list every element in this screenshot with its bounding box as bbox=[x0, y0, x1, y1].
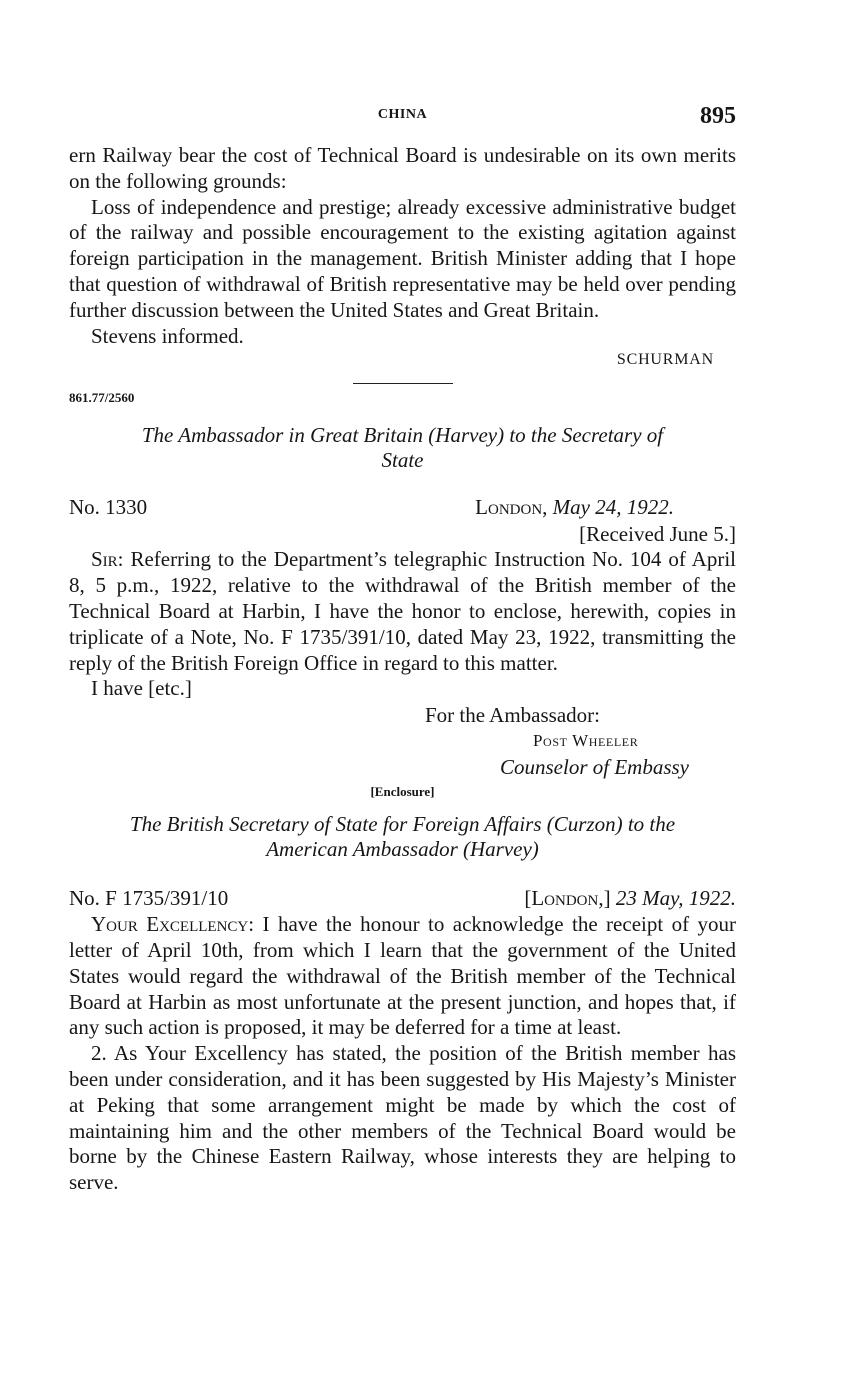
salutation: Sir: bbox=[91, 547, 124, 572]
grounds-paragraph: Loss of independence and prestige; already excessive administrative budget of the railway and possible encouragement to the existing agitation against foreign participation in the management. British Minister adding that I hope that question of withdrawal of British representative may be held over pending further discussion between the United States and Great Britain. bbox=[69, 194, 736, 322]
place-and-date bbox=[475, 495, 674, 520]
place: London, bbox=[475, 495, 548, 520]
enclosure-title bbox=[69, 812, 736, 862]
enclosure-place: [London,] bbox=[524, 886, 611, 911]
enclosure-number: No. F 1735/391/10 bbox=[69, 886, 229, 911]
enclosure-paragraph-1 bbox=[69, 912, 736, 1041]
enclosure-place-and-date bbox=[524, 886, 736, 911]
enclosure-date: 23 May, 1922. bbox=[615, 886, 736, 911]
document-title-line-2: State bbox=[381, 448, 424, 473]
page-header bbox=[69, 103, 736, 143]
dispatch-body-text: Referring to the Department’s telegraphic Instruction No. 104 of April 8, 5 p.m., 1922, relative to the withdrawal of the British member of the Technical Board at Harbin, I have the honor to enclose, herewith, copies in triplicate of a Note, No. F 1735/391/10, dated May 23, 1922, transmitting the reply of the British Foreign Office in regard to this matter. bbox=[69, 547, 737, 675]
for-ambassador-line: For the Ambassador: bbox=[425, 703, 600, 728]
received-date: [Received June 5.] bbox=[579, 522, 736, 547]
running-head: CHINA bbox=[377, 107, 428, 122]
enclosure-title-line-2: American Ambassador (Harvey) bbox=[266, 837, 539, 862]
schurman-signature: SCHURMAN bbox=[616, 351, 714, 369]
continued-paragraph: ern Railway bear the cost of Technical Board is undesirable on its own merits on the following grounds: bbox=[69, 143, 736, 193]
document-title bbox=[69, 423, 736, 473]
page-number: 895 bbox=[700, 103, 736, 129]
enclosure-dateline bbox=[69, 886, 736, 912]
file-number: 861.77/2560 bbox=[69, 390, 135, 406]
document-title-line-1: The Ambassador in Great Britain (Harvey) to the Secretary of bbox=[141, 423, 664, 448]
stevens-informed-line: Stevens informed. bbox=[91, 323, 244, 348]
date: May 24, 1922. bbox=[552, 495, 674, 520]
dispatch-number: No. 1330 bbox=[69, 495, 148, 520]
enclosure-label: [Enclosure] bbox=[370, 784, 435, 800]
signature-block bbox=[425, 702, 736, 780]
enclosure-paragraph-2: 2. As Your Excellency has stated, the position of the British member has been under consideration, and it has been suggested by His Majesty’s Minister at Peking that some arrangement might be made by which the cost of maintaining him and the other members of the Technical Board would be borne by the Chinese Eastern Railway, whose interests they are helping to serve. bbox=[69, 1041, 736, 1195]
section-divider bbox=[353, 383, 453, 384]
signer-title: Counselor of Embassy bbox=[500, 755, 689, 780]
signer-name bbox=[533, 728, 736, 754]
dateline bbox=[69, 495, 736, 521]
dispatch-body bbox=[69, 547, 736, 676]
document-page bbox=[69, 103, 736, 1196]
enclosure-title-line-1: The British Secretary of State for Foreign Affairs (Curzon) to the bbox=[129, 812, 676, 837]
closing-line: I have [etc.] bbox=[91, 676, 192, 701]
signer-name-text: Post Wheeler bbox=[533, 731, 639, 751]
enclosure-salutation: Your Excellency: bbox=[91, 912, 255, 937]
enclosure-paragraph-1-text: I have the honour to acknowledge the receipt of your letter of April 10th, from which I learn that the government of the United States would regard the withdrawal of the British member of the Technical Board at Harbin as most unfortunate at the present junction, and hopes that, if any such action is proposed, it may be deferred for a time at least. bbox=[69, 912, 737, 1040]
